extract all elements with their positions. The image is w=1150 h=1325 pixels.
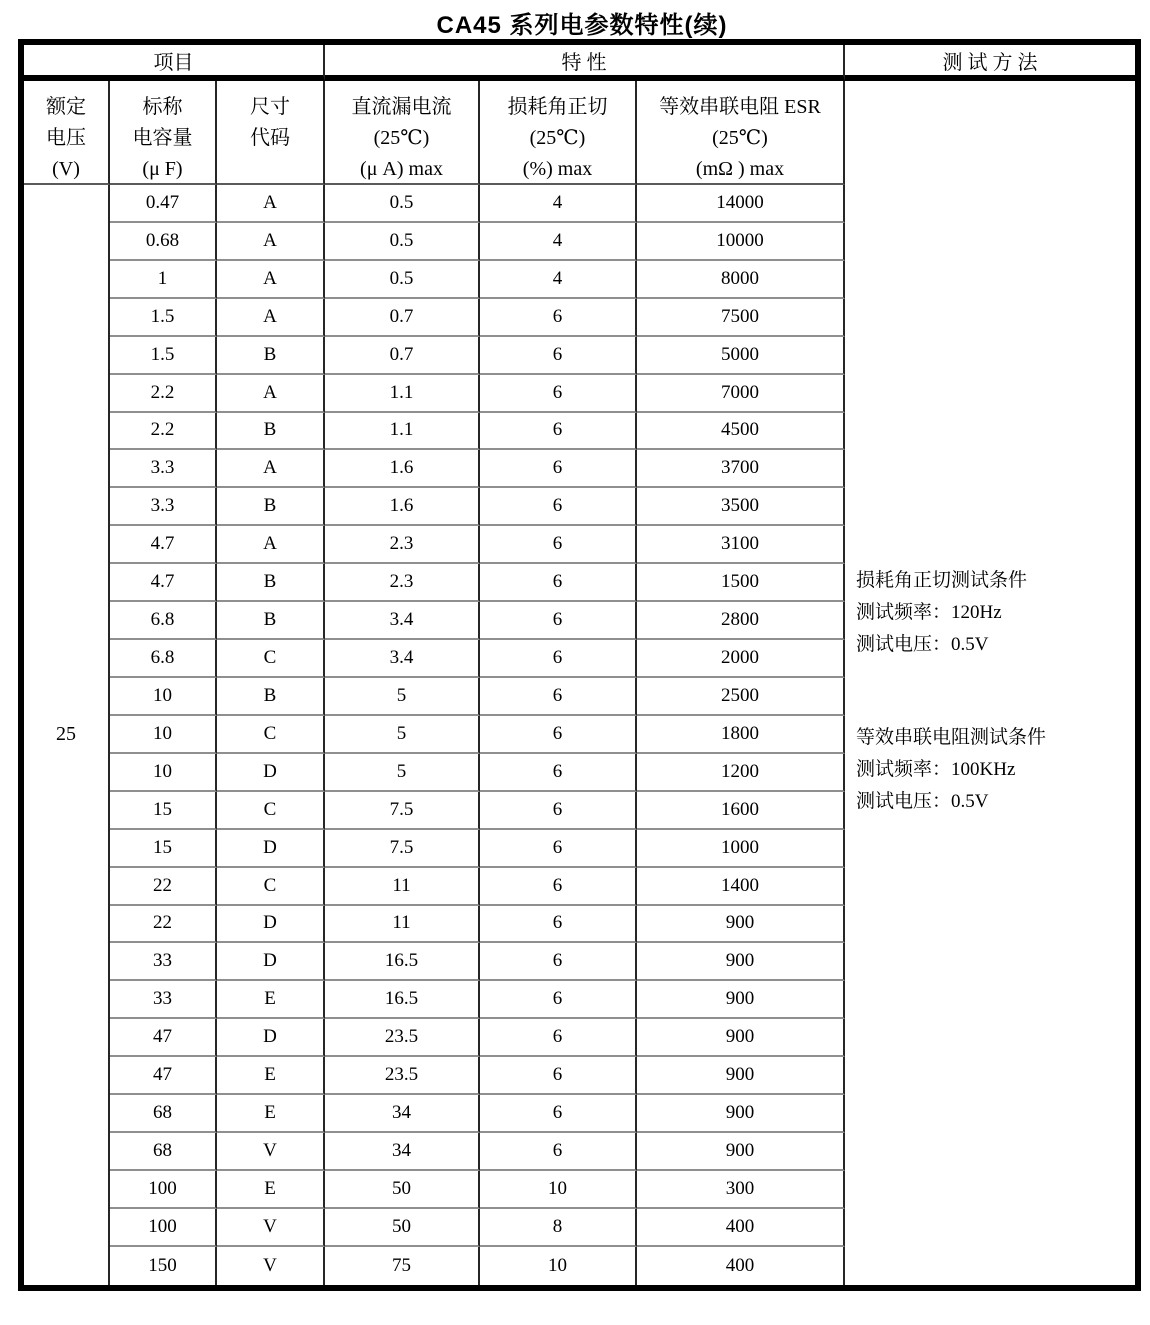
tan-delta-cell: 4 [480, 185, 637, 223]
tan-delta-cell: 6 [480, 792, 637, 830]
capacitance-cell: 68 [110, 1095, 217, 1133]
capacitance-cell: 47 [110, 1057, 217, 1095]
note-line: 测试电压：0.5V [856, 634, 989, 655]
size-code-cell: E [217, 1057, 325, 1095]
tan-delta-cell: 10 [480, 1247, 637, 1285]
tan-delta-cell: 6 [480, 943, 637, 981]
header-line: 损耗角正切 [507, 96, 608, 118]
dc-leakage-cell: 5 [325, 716, 480, 754]
tan-delta-cell: 6 [480, 1019, 637, 1057]
size-code-cell: B [217, 337, 325, 375]
header-line: (25℃) [529, 127, 586, 149]
esr-cell: 7500 [637, 299, 845, 337]
capacitance-cell: 10 [110, 716, 217, 754]
capacitance-cell: 2.2 [110, 375, 217, 413]
header-line: 电压 [46, 127, 86, 149]
header-line: 直流漏电流 [351, 96, 452, 118]
note-block [856, 722, 1135, 818]
size-code-cell: A [217, 223, 325, 261]
capacitance-cell: 6.8 [110, 602, 217, 640]
esr-cell: 4500 [637, 413, 845, 451]
size-code-cell: D [217, 830, 325, 868]
header-line: 尺寸 [250, 96, 290, 118]
rated-voltage-cell: 25 [24, 185, 110, 1285]
tan-delta-cell: 6 [480, 640, 637, 678]
dc-leakage-cell: 1.6 [325, 450, 480, 488]
dc-leakage-cell: 1.6 [325, 488, 480, 526]
capacitance-cell: 1.5 [110, 299, 217, 337]
capacitance-cell: 47 [110, 1019, 217, 1057]
col-header-dissipation-factor [480, 81, 637, 185]
size-code-cell: C [217, 716, 325, 754]
tan-delta-cell: 6 [480, 754, 637, 792]
header-line: 额定 [46, 96, 86, 118]
size-code-cell: E [217, 1095, 325, 1133]
capacitance-cell: 150 [110, 1247, 217, 1285]
test-method-notes [845, 81, 1135, 1285]
tan-delta-cell: 6 [480, 678, 637, 716]
tan-delta-cell: 4 [480, 223, 637, 261]
dc-leakage-cell: 23.5 [325, 1057, 480, 1095]
capacitance-cell: 33 [110, 981, 217, 1019]
dc-leakage-cell: 0.5 [325, 185, 480, 223]
tan-delta-cell: 6 [480, 830, 637, 868]
capacitance-cell: 4.7 [110, 526, 217, 564]
dc-leakage-cell: 11 [325, 868, 480, 906]
dc-leakage-cell: 0.7 [325, 337, 480, 375]
size-code-cell: A [217, 375, 325, 413]
dc-leakage-cell: 5 [325, 678, 480, 716]
esr-cell: 1200 [637, 754, 845, 792]
dc-leakage-cell: 7.5 [325, 830, 480, 868]
col-header-rated-voltage [24, 81, 110, 185]
capacitance-cell: 0.47 [110, 185, 217, 223]
size-code-cell: B [217, 678, 325, 716]
esr-cell: 900 [637, 1019, 845, 1057]
tan-delta-cell: 6 [480, 868, 637, 906]
esr-cell: 1400 [637, 868, 845, 906]
capacitance-cell: 10 [110, 678, 217, 716]
size-code-cell: A [217, 299, 325, 337]
esr-cell: 2000 [637, 640, 845, 678]
esr-cell: 7000 [637, 375, 845, 413]
header-line: (25℃) [373, 127, 430, 149]
esr-cell: 900 [637, 1133, 845, 1171]
dc-leakage-cell: 5 [325, 754, 480, 792]
size-code-cell: B [217, 602, 325, 640]
size-code-cell: A [217, 261, 325, 299]
dc-leakage-cell: 23.5 [325, 1019, 480, 1057]
note-block [856, 565, 1135, 661]
capacitance-cell: 22 [110, 906, 217, 944]
capacitance-cell: 0.68 [110, 223, 217, 261]
note-line: 测试电压：0.5V [856, 791, 989, 812]
esr-cell: 3100 [637, 526, 845, 564]
esr-cell: 3500 [637, 488, 845, 526]
dc-leakage-cell: 34 [325, 1095, 480, 1133]
esr-cell: 1500 [637, 564, 845, 602]
dc-leakage-cell: 2.3 [325, 526, 480, 564]
dc-leakage-cell: 16.5 [325, 981, 480, 1019]
capacitance-cell: 33 [110, 943, 217, 981]
capacitance-cell: 1 [110, 261, 217, 299]
header-line: 等效串联电阻 ESR [659, 96, 821, 118]
size-code-cell: D [217, 1019, 325, 1057]
size-code-cell: V [217, 1133, 325, 1171]
dc-leakage-cell: 50 [325, 1209, 480, 1247]
size-code-cell: D [217, 906, 325, 944]
tan-delta-cell: 8 [480, 1209, 637, 1247]
dc-leakage-cell: 2.3 [325, 564, 480, 602]
parameters-table [18, 39, 1141, 1291]
esr-cell: 3700 [637, 450, 845, 488]
note-line: 测试频率：120Hz [856, 602, 1002, 623]
esr-cell: 10000 [637, 223, 845, 261]
esr-cell: 900 [637, 1057, 845, 1095]
size-code-cell: V [217, 1209, 325, 1247]
size-code-cell: C [217, 640, 325, 678]
dc-leakage-cell: 1.1 [325, 413, 480, 451]
tan-delta-cell: 6 [480, 981, 637, 1019]
esr-cell: 8000 [637, 261, 845, 299]
tan-delta-cell: 10 [480, 1171, 637, 1209]
tan-delta-cell: 6 [480, 602, 637, 640]
size-code-cell: A [217, 450, 325, 488]
dc-leakage-cell: 16.5 [325, 943, 480, 981]
size-code-cell: B [217, 488, 325, 526]
esr-cell: 400 [637, 1247, 845, 1285]
col-header-esr [637, 81, 845, 185]
esr-cell: 400 [637, 1209, 845, 1247]
esr-cell: 2500 [637, 678, 845, 716]
header-line: (V) [52, 158, 80, 180]
size-code-cell: A [217, 185, 325, 223]
size-code-cell: B [217, 564, 325, 602]
capacitance-cell: 68 [110, 1133, 217, 1171]
size-code-cell: E [217, 1171, 325, 1209]
col-header-size-code [217, 81, 325, 185]
note-line: 测试频率：100KHz [856, 759, 1016, 780]
capacitance-cell: 15 [110, 792, 217, 830]
capacitance-cell: 3.3 [110, 450, 217, 488]
header-line: 代码 [250, 127, 290, 149]
group-header-test-method: 测 试 方 法 [845, 45, 1135, 81]
tan-delta-cell: 6 [480, 337, 637, 375]
dc-leakage-cell: 0.5 [325, 223, 480, 261]
note-heading: 损耗角正切测试条件 [856, 570, 1028, 591]
capacitance-cell: 2.2 [110, 413, 217, 451]
tan-delta-cell: 6 [480, 1095, 637, 1133]
esr-cell: 300 [637, 1171, 845, 1209]
tan-delta-cell: 6 [480, 413, 637, 451]
size-code-cell: B [217, 413, 325, 451]
size-code-cell: C [217, 868, 325, 906]
dc-leakage-cell: 50 [325, 1171, 480, 1209]
esr-cell: 14000 [637, 185, 845, 223]
capacitance-cell: 3.3 [110, 488, 217, 526]
tan-delta-cell: 6 [480, 564, 637, 602]
size-code-cell: E [217, 981, 325, 1019]
capacitance-cell: 1.5 [110, 337, 217, 375]
header-line: 标称 [142, 96, 183, 118]
esr-cell: 900 [637, 943, 845, 981]
dc-leakage-cell: 7.5 [325, 792, 480, 830]
tan-delta-cell: 4 [480, 261, 637, 299]
capacitance-cell: 10 [110, 754, 217, 792]
capacitance-cell: 6.8 [110, 640, 217, 678]
dc-leakage-cell: 34 [325, 1133, 480, 1171]
size-code-cell: A [217, 526, 325, 564]
esr-cell: 5000 [637, 337, 845, 375]
capacitance-cell: 100 [110, 1171, 217, 1209]
esr-cell: 1600 [637, 792, 845, 830]
esr-cell: 1000 [637, 830, 845, 868]
page-title: CA45 系列电参数特性(续) [436, 12, 728, 39]
size-code-cell: C [217, 792, 325, 830]
tan-delta-cell: 6 [480, 299, 637, 337]
capacitance-cell: 100 [110, 1209, 217, 1247]
size-code-cell: D [217, 943, 325, 981]
esr-cell: 1800 [637, 716, 845, 754]
capacitance-cell: 4.7 [110, 564, 217, 602]
header-line: (mΩ ) max [695, 158, 785, 180]
header-line: (μ A) max [360, 158, 443, 180]
col-header-nominal-capacitance [110, 81, 217, 185]
esr-cell: 900 [637, 981, 845, 1019]
dc-leakage-cell: 3.4 [325, 602, 480, 640]
dc-leakage-cell: 0.7 [325, 299, 480, 337]
tan-delta-cell: 6 [480, 450, 637, 488]
dc-leakage-cell: 11 [325, 906, 480, 944]
tan-delta-cell: 6 [480, 906, 637, 944]
group-header-item: 项目 [24, 45, 325, 81]
header-line: (μ F) [142, 158, 183, 180]
tan-delta-cell: 6 [480, 488, 637, 526]
dc-leakage-cell: 3.4 [325, 640, 480, 678]
dc-leakage-cell: 75 [325, 1247, 480, 1285]
capacitance-cell: 15 [110, 830, 217, 868]
tan-delta-cell: 6 [480, 1057, 637, 1095]
header-line: (%) max [522, 158, 593, 180]
header-line: (25℃) [712, 127, 768, 149]
esr-cell: 900 [637, 1095, 845, 1133]
dc-leakage-cell: 1.1 [325, 375, 480, 413]
capacitance-cell: 22 [110, 868, 217, 906]
tan-delta-cell: 6 [480, 526, 637, 564]
tan-delta-cell: 6 [480, 716, 637, 754]
esr-cell: 2800 [637, 602, 845, 640]
note-heading: 等效串联电阻测试条件 [856, 727, 1047, 748]
tan-delta-cell: 6 [480, 375, 637, 413]
group-header-characteristics: 特 性 [325, 45, 845, 81]
size-code-cell: D [217, 754, 325, 792]
esr-cell: 900 [637, 906, 845, 944]
tan-delta-cell: 6 [480, 1133, 637, 1171]
size-code-cell: V [217, 1247, 325, 1285]
header-line: 电容量 [132, 127, 193, 149]
dc-leakage-cell: 0.5 [325, 261, 480, 299]
col-header-dc-leakage [325, 81, 480, 185]
